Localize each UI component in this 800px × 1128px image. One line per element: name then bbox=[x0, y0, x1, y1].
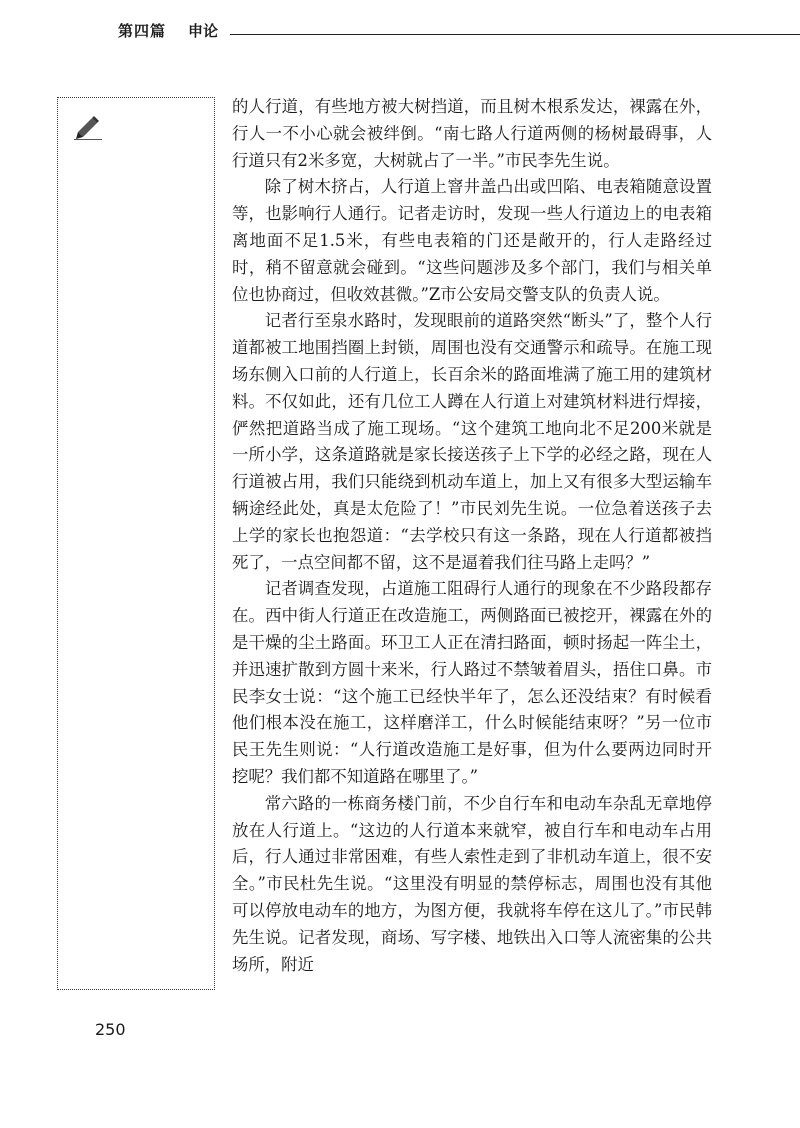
running-header bbox=[118, 20, 728, 50]
paragraph-2: 除了树木挤占，人行道上窨井盖凸出或凹陷、电表箱随意设置等，也影响行人通行。记者走访时，发现一些人行道边上的电表箱离地面不足1.5米，有些电表箱的门还是敞开的，行人走路经过时，稍不留意就会碰到。“这些问题涉及多个部门，我们与相关单位也协商过，但收效甚微。”Z市公安局交警支队的负责人说。 bbox=[232, 177, 712, 304]
paragraph-1: 的人行道，有些地方被大树挡道，而且树木根系发达，裸露在外，行人一不小心就会被绊倒。“南七路人行道两侧的杨树最碍事，人行道只有2米多宽，大树就占了一半。”市民李先生说。 bbox=[232, 97, 712, 170]
header-section: 第四篇 bbox=[118, 22, 167, 40]
pencil-icon bbox=[72, 112, 104, 140]
page-number: 250 bbox=[95, 1020, 126, 1039]
article-body bbox=[232, 94, 712, 978]
paragraph-3: 记者行至泉水路时，发现眼前的道路突然“断头”了，整个人行道都被工地围挡圈上封锁，周围也没有交通警示和疏导。在施工现场东侧入口前的人行道上，长百余米的路面堆满了施工用的建筑材料。不仅如此，还有几位工人蹲在人行道上对建筑材料进行焊接，俨然把道路当成了施工现场。“这个建筑工地向北不足200米就是一所小学，这条道路就是家长接送孩子上下学的必经之路，现在人行道被占用，我们只能绕到机动车道上，加上又有很多大型运输车辆途经此处，真是太危险了！”市民刘先生说。一位急着送孩子去上学的家长也抱怨道：“去学校只有这一条路，现在人行道都被挡死了，一点空间都不留，这不是逼着我们往马路上走吗？” bbox=[232, 311, 712, 572]
note-margin-box bbox=[57, 97, 215, 990]
paragraph-5: 常六路的一栋商务楼门前，不少自行车和电动车杂乱无章地停放在人行道上。“这边的人行道本来就窄，被自行车和电动车占用后，行人通过非常困难，有些人索性走到了非机动车道上，很不安全。”市民杜先生说。“这里没有明显的禁停标志，周围也没有其他可以停放电动车的地方，为图方便，我就将车停在这儿了。”市民韩先生说。记者发现，商场、写字楼、地铁出入口等人流密集的公共场所，附近 bbox=[232, 793, 712, 974]
header-title: 申论 bbox=[188, 22, 219, 40]
header-rule bbox=[230, 34, 800, 35]
paragraph-4: 记者调查发现，占道施工阻碍行人通行的现象在不少路段都存在。西中街人行道正在改造施工，两侧路面已被挖开，裸露在外的是干燥的尘土路面。环卫工人正在清扫路面，顿时扬起一阵尘土，并迅速扩散到方圆十来米，行人路过不禁皱着眉头，捂住口鼻。市民李女士说：“这个施工已经快半年了，怎么还没结束？有时候看他们根本没在施工，这样磨洋工，什么时候能结束呀？”另一位市民王先生则说：“人行道改造施工是好事，但为什么要两边同时开挖呢？我们都不知道路在哪里了。” bbox=[232, 579, 712, 786]
